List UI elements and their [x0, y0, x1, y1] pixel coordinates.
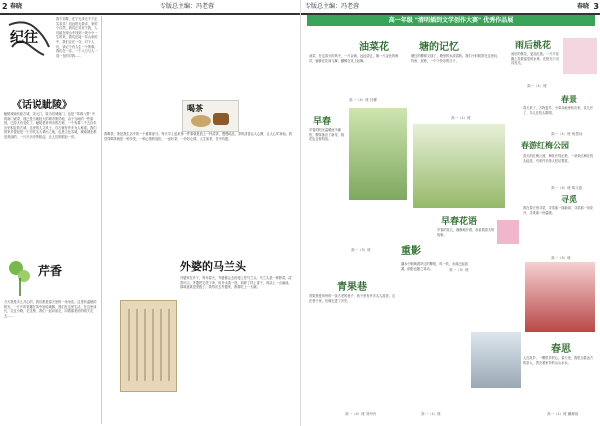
- mid-column-text: [104, 17, 180, 107]
- poem-author: 高一（1）班 戴修韵: [547, 412, 579, 416]
- right-page-header: [301, 0, 600, 15]
- flower-text: 今天我是多么开心的，我们都是春天里的一朵朵花。这里有温暖的阳光，一片片的花瓣在风中轻轻地飘，我们在这里生活，在这里成长，走过小路，走过桥，我们一起向前走，向着那美好的明天走去……: [4, 300, 97, 318]
- poem-text: 雨后的桃花，更加红艳。一片片花瓣上挂着晶莹的水珠，在阳光下闪闪发光。: [511, 52, 559, 66]
- flower-illustration: [6, 258, 34, 298]
- jinian-title: 纪往: [10, 30, 38, 46]
- tea-title: 喝茶: [187, 103, 203, 113]
- poem-author: 高一（1）班: [527, 84, 547, 88]
- poem-author: 高一（5）班 陈文彪: [551, 186, 583, 190]
- jinian-title-block: [4, 17, 54, 62]
- poem-title: 早春: [313, 117, 332, 127]
- flower-photo: [497, 220, 519, 244]
- grandma-text: 外婆家在乡下，每年春天，外婆都会去田埂上挖马兰头。马兰头是一种野菜，清香可口。外婆把它洗干净，用开水烫一烫，切碎了拌上香干，再浇上一点麻油，那味道真是美极了。我每次去外婆家，都要吃上一大碗。: [180, 276, 292, 290]
- poem-title: 春思: [551, 344, 571, 355]
- poem-author: 高一（3）班: [449, 268, 469, 272]
- tea-text: 我喝茶，茶是我生活中的一个重要部分。每天早上起来第一件事就是泡上一杯清茶，慢慢地品，茶的清香沁人心脾，让人心旷神怡。我觉得喝茶就是一种享受，一种心情的放松。一壶好茶，一份好心情，人生如茶，苦中有甜。: [104, 132, 293, 141]
- poem-author: 高一（3）班: [351, 248, 371, 252]
- left-page-header: [0, 0, 300, 15]
- poem-author: 高一（1）班: [451, 116, 471, 120]
- flower-title: 芹香: [38, 264, 63, 278]
- poem-text: 青果巷是常州的一条古老的巷子，巷子里有许多名人故居，走在巷子里，仿佛走进了历史。: [309, 294, 396, 303]
- poem-title: 早春花语: [441, 217, 478, 227]
- page-number: 3: [593, 2, 599, 11]
- house-photo: [471, 332, 521, 388]
- poem-author: 高一（4）班 刘丹丹: [345, 412, 377, 416]
- right-page: [300, 0, 600, 426]
- poem-title: 寻觅: [561, 194, 577, 204]
- poem-author: 高一（5）班: [551, 256, 571, 260]
- grandma-title: 外婆的马兰头: [180, 260, 246, 273]
- contest-banner: 高一年级 "清明插到文学创作大赛" 优秀作品展: [307, 15, 595, 26]
- poem-title: 春游红梅公园: [521, 140, 569, 150]
- header-section: 专版总主编：冯老蓉: [160, 3, 215, 10]
- poem-text: 油菜，在这春天的风中，一片金黄。远远望去，像一片金色的海洋，蜜蜂在花间飞舞，蝴蝶在花上起舞。: [309, 54, 399, 63]
- poem-text: 我在春天里寻觅，寻觅那一抹新绿，寻觅那一朵花开，寻觅那一份温暖。: [523, 206, 594, 215]
- header-section: 专版总主编：冯老蓉: [305, 3, 360, 10]
- jinian-text: 我不初要，在宁无求无不下正实求乐！初远的无我求，来的个自然，我们正对应于我，人们能在深山中找到一块小小一生的来，我们正接一浮山泉的中，我们正在一夺，对于人们，请记于有人生一个的事。我们在一浮，一个人与与人一同一在的对我……: [56, 17, 98, 58]
- page-number: 2: [2, 2, 8, 11]
- poem-title: 青果巷: [337, 282, 367, 293]
- poem-text: 湖水中倒映着岸边的柳树，风一吹，水面泛起涟漪，倒影也随之晃动。: [401, 262, 468, 271]
- essay-text: 眦陵城南有座古城，宋元门，原为旧城南门，也是 "常城八景" 中的南门遥望，现已是当地较大的城市集贸地，由于当地的一些原因，已经大有变化了。眦陵是常州市的古称，一个有着二千五百年历史积淀的古城，这里的人文风土，自古就有许多为人称道。我们的家乡曾经是一个历代名人辈出之地，也是文化名城，城南城北都是美丽的，一片片历史的积淀，让人们的眼前一亮。: [4, 112, 97, 139]
- calligraphy-image: [120, 300, 177, 392]
- poem-text: 早春的阳光温暖而不燥热，柳条抽出了新芽，桃花也含苞待放。: [309, 128, 345, 142]
- poem-text: 人在故乡，一颗思乡的心。春天里，我思念着远方的亲人，思念着家乡的山山水水。: [523, 356, 594, 365]
- spring-photo: [349, 108, 407, 200]
- essay-title: 《话说眦陵》: [12, 100, 72, 111]
- poem-author: 高一（1）班 杨思诗: [551, 132, 583, 136]
- tree-photo: [413, 124, 505, 208]
- poem-title: 春景: [561, 94, 577, 104]
- poem-title: 重影: [401, 246, 421, 257]
- poem-author: 高一（4）班 吕柳: [349, 98, 377, 102]
- jinian-text-cont: [4, 62, 98, 92]
- poem-author: 高一（1）班: [421, 412, 441, 416]
- paper-name: 春晓: [576, 3, 589, 10]
- poem-text: 塘边的柳树又绿了，塘里的水清清的。我们小时候常在这里玩，钓鱼、捉虾，一个个快乐的日子。: [411, 54, 501, 63]
- red-tree-photo: [525, 262, 595, 332]
- paper-name: 春晓: [10, 3, 23, 10]
- tea-illustration: [182, 100, 239, 132]
- poem-text: 春天的红梅公园，梅花开得正艳，一朵朵红梅在枝头绽放，引来许多游人驻足观赏。: [523, 154, 594, 163]
- poem-title: 油菜花: [359, 42, 389, 53]
- poem-title: 塘的记忆: [419, 42, 459, 53]
- poem-text: 早春的花儿，静静地开着，诉说着春天的故事。: [437, 228, 495, 237]
- poem-text: 春天来了，万物复苏，小草从地里钻出来，花儿开了，鸟儿在枝头歌唱。: [523, 106, 594, 115]
- peach-flower-photo: [563, 38, 597, 74]
- poem-title: 雨后桃花: [515, 41, 552, 51]
